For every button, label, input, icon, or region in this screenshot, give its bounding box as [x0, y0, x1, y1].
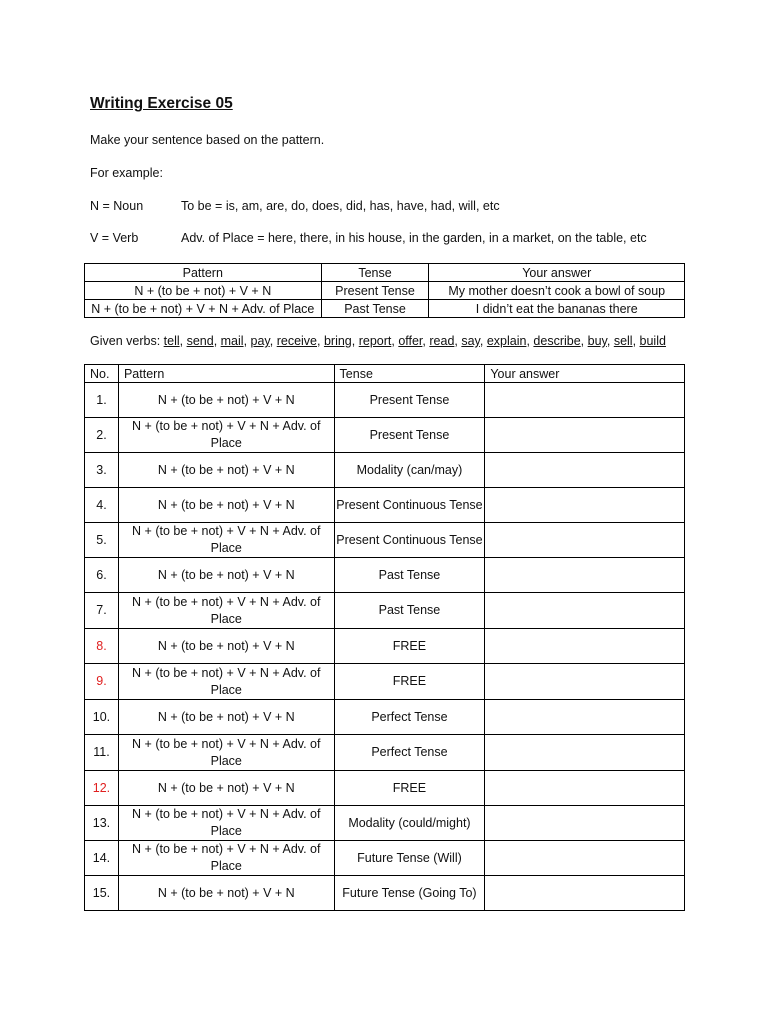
- definition-term-noun: N = Noun: [90, 199, 144, 213]
- verb-separator: ,: [580, 334, 588, 348]
- given-verb: say: [461, 334, 480, 348]
- example-row: [85, 300, 685, 318]
- row-pattern: N + (to be + not) + V + N: [118, 700, 334, 735]
- instruction-text: Make your sentence based on the pattern.: [90, 133, 325, 147]
- row-answer-cell[interactable]: [485, 523, 685, 558]
- exercise-row: [85, 558, 685, 593]
- exercise-row: [85, 841, 685, 876]
- row-number: 4.: [85, 488, 119, 523]
- row-answer-cell[interactable]: [485, 488, 685, 523]
- row-number: 3.: [85, 453, 119, 488]
- row-pattern: N + (to be + not) + V + N: [118, 558, 334, 593]
- given-verb: mail: [220, 334, 244, 348]
- exercise-table-header-row: [85, 365, 685, 383]
- verb-separator: ,: [179, 334, 187, 348]
- verb-separator: ,: [213, 334, 221, 348]
- row-pattern: N + (to be + not) + V + N + Adv. of Place: [118, 735, 334, 771]
- given-verb: offer: [398, 334, 423, 348]
- row-number: 14.: [85, 841, 119, 876]
- definition-term-verb: V = Verb: [90, 231, 139, 245]
- header-pattern: Pattern: [118, 365, 334, 383]
- example-row: [85, 282, 685, 300]
- row-tense: Perfect Tense: [334, 700, 485, 735]
- row-tense: Modality (could/might): [334, 806, 485, 841]
- header-tense: Tense: [334, 365, 485, 383]
- example-pattern-cell: N + (to be + not) + V + N + Adv. of Place: [85, 300, 322, 318]
- example-answer-cell: My mother doesn’t cook a bowl of soup: [429, 282, 685, 300]
- row-answer-cell[interactable]: [485, 383, 685, 418]
- header-your-answer: Your answer: [485, 365, 685, 383]
- given-verb: sell: [613, 334, 633, 348]
- verb-separator: ,: [632, 334, 640, 348]
- exercise-row: [85, 629, 685, 664]
- row-tense: Present Continuous Tense: [334, 488, 485, 523]
- example-answer-cell: I didn’t eat the bananas there: [429, 300, 685, 318]
- verb-separator: ,: [526, 334, 534, 348]
- row-tense: Past Tense: [334, 558, 485, 593]
- row-number: 7.: [85, 593, 119, 629]
- example-header-answer: Your answer: [429, 264, 685, 282]
- given-verbs-label: Given verbs:: [90, 334, 164, 348]
- exercise-row: [85, 806, 685, 841]
- example-table-header-row: [85, 264, 685, 282]
- verb-separator: ,: [391, 334, 399, 348]
- row-tense: Present Tense: [334, 383, 485, 418]
- header-no: No.: [85, 365, 119, 383]
- exercise-row: [85, 523, 685, 558]
- exercise-row: [85, 383, 685, 418]
- row-answer-cell[interactable]: [485, 664, 685, 700]
- row-tense: Perfect Tense: [334, 735, 485, 771]
- row-pattern: N + (to be + not) + V + N: [118, 876, 334, 911]
- row-tense: FREE: [334, 771, 485, 806]
- row-pattern: N + (to be + not) + V + N + Adv. of Place: [118, 664, 334, 700]
- row-pattern: N + (to be + not) + V + N + Adv. of Place: [118, 593, 334, 629]
- row-number: 12.: [85, 771, 119, 806]
- verb-separator: ,: [317, 334, 324, 348]
- given-verbs-list: [164, 334, 666, 348]
- row-tense: Present Continuous Tense: [334, 523, 485, 558]
- definition-detail-adv-place: Adv. of Place = here, there, in his house, in the garden, in a market, on the table, etc: [181, 231, 647, 245]
- given-verb: describe: [533, 334, 581, 348]
- example-tense-cell: Past Tense: [321, 300, 429, 318]
- row-pattern: N + (to be + not) + V + N: [118, 488, 334, 523]
- example-tense-cell: Present Tense: [321, 282, 429, 300]
- exercise-row: [85, 876, 685, 911]
- exercise-row: [85, 488, 685, 523]
- row-number: 11.: [85, 735, 119, 771]
- row-answer-cell[interactable]: [485, 700, 685, 735]
- given-verb: receive: [276, 334, 317, 348]
- verb-separator: ,: [351, 334, 359, 348]
- row-number: 13.: [85, 806, 119, 841]
- given-verb: build: [639, 334, 666, 348]
- row-answer-cell[interactable]: [485, 771, 685, 806]
- row-tense: Future Tense (Will): [334, 841, 485, 876]
- example-pattern-cell: N + (to be + not) + V + N: [85, 282, 322, 300]
- row-number: 1.: [85, 383, 119, 418]
- row-pattern: N + (to be + not) + V + N + Adv. of Place: [118, 523, 334, 558]
- row-answer-cell[interactable]: [485, 629, 685, 664]
- example-header-pattern: Pattern: [85, 264, 322, 282]
- row-answer-cell[interactable]: [485, 735, 685, 771]
- row-number: 6.: [85, 558, 119, 593]
- row-number: 9.: [85, 664, 119, 700]
- row-answer-cell[interactable]: [485, 841, 685, 876]
- row-pattern: N + (to be + not) + V + N: [118, 629, 334, 664]
- row-tense: Future Tense (Going To): [334, 876, 485, 911]
- row-answer-cell[interactable]: [485, 593, 685, 629]
- verb-separator: ,: [422, 334, 430, 348]
- row-answer-cell[interactable]: [485, 806, 685, 841]
- given-verb: report: [358, 334, 392, 348]
- verb-separator: ,: [243, 334, 251, 348]
- example-table: [84, 263, 685, 318]
- exercise-table: [84, 364, 685, 911]
- for-example-label: For example:: [90, 166, 163, 180]
- row-answer-cell[interactable]: [485, 558, 685, 593]
- exercise-row: [85, 735, 685, 771]
- row-answer-cell[interactable]: [485, 876, 685, 911]
- exercise-row: [85, 664, 685, 700]
- row-tense: Modality (can/may): [334, 453, 485, 488]
- row-pattern: N + (to be + not) + V + N: [118, 453, 334, 488]
- row-number: 5.: [85, 523, 119, 558]
- row-answer-cell[interactable]: [485, 453, 685, 488]
- page-title: Writing Exercise 05: [90, 95, 233, 112]
- row-pattern: N + (to be + not) + V + N: [118, 771, 334, 806]
- row-pattern: N + (to be + not) + V + N + Adv. of Place: [118, 841, 334, 876]
- given-verb: explain: [486, 334, 527, 348]
- row-number: 15.: [85, 876, 119, 911]
- row-answer-cell[interactable]: [485, 418, 685, 453]
- row-pattern: N + (to be + not) + V + N + Adv. of Place: [118, 418, 334, 453]
- row-tense: Past Tense: [334, 593, 485, 629]
- verb-separator: ,: [454, 334, 462, 348]
- example-header-tense: Tense: [321, 264, 429, 282]
- given-verb: read: [429, 334, 455, 348]
- given-verb: bring: [323, 334, 352, 348]
- given-verbs-line: [90, 334, 666, 348]
- exercise-row: [85, 418, 685, 453]
- given-verb: tell: [163, 334, 180, 348]
- given-verb: send: [186, 334, 214, 348]
- verb-separator: ,: [606, 334, 614, 348]
- row-tense: FREE: [334, 664, 485, 700]
- row-number: 2.: [85, 418, 119, 453]
- exercise-row: [85, 771, 685, 806]
- row-tense: FREE: [334, 629, 485, 664]
- row-number: 10.: [85, 700, 119, 735]
- row-pattern: N + (to be + not) + V + N + Adv. of Place: [118, 806, 334, 841]
- row-number: 8.: [85, 629, 119, 664]
- verb-separator: ,: [479, 334, 487, 348]
- row-pattern: N + (to be + not) + V + N: [118, 383, 334, 418]
- given-verb: buy: [587, 334, 607, 348]
- given-verb: pay: [250, 334, 270, 348]
- verb-separator: ,: [269, 334, 277, 348]
- exercise-row: [85, 593, 685, 629]
- exercise-row: [85, 700, 685, 735]
- row-tense: Present Tense: [334, 418, 485, 453]
- exercise-row: [85, 453, 685, 488]
- definition-detail-to-be: To be = is, am, are, do, does, did, has, have, had, will, etc: [181, 199, 500, 213]
